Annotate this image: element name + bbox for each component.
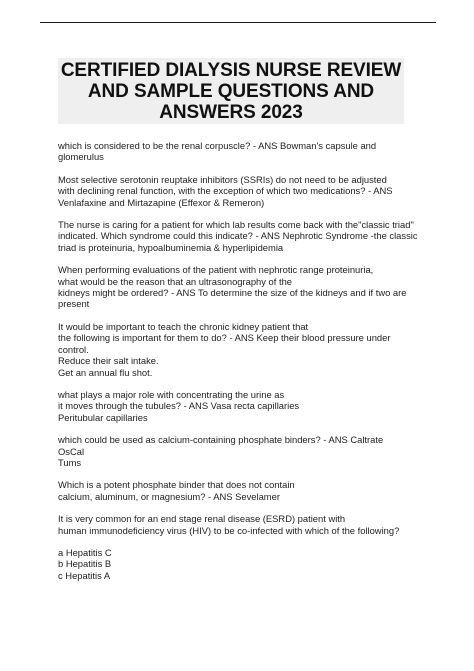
line-spacer bbox=[58, 536, 418, 547]
title-line: AND SAMPLE QUESTIONS AND bbox=[87, 81, 375, 102]
qa-line: triad is proteinuria, hypoalbuminemia & hyperlipidemia bbox=[58, 241, 284, 253]
qa-line: Which is a potent phosphate binder that does not contain bbox=[58, 479, 295, 491]
qa-line: c Hepatitis A bbox=[58, 569, 111, 581]
qa-line: control. bbox=[58, 343, 89, 355]
qa-line: OsCal bbox=[58, 445, 85, 457]
qa-item bbox=[58, 264, 418, 310]
qa-line: b Hepatitis B bbox=[58, 558, 112, 570]
qa-line: indicated. Which syndrome could this indicate? - ANS Nephrotic Syndrome -the classic bbox=[58, 230, 418, 242]
qa-line: it moves through the tubules? - ANS Vasa recta capillaries bbox=[58, 400, 300, 412]
qa-line: When performing evaluations of the patient with nephrotic range proteinuria, bbox=[58, 264, 374, 276]
qa-line: with declining renal function, with the exception of which two medications? - ANS bbox=[58, 185, 393, 197]
qa-line: The nurse is caring for a patient for which lab results come back with the"classic triad" bbox=[58, 219, 414, 231]
qa-line: human immunodeficiency virus (HIV) to be co-infected with which of the following? bbox=[58, 524, 400, 536]
qa-line: It is very common for an end stage renal disease (ESRD) patient with bbox=[58, 513, 346, 525]
qa-line: Venlafaxine and Mirtazapine (Effexor & Remeron) bbox=[58, 196, 265, 208]
qa-line: kidneys might be ordered? - ANS To determine the size of the kidneys and if two are bbox=[58, 287, 407, 299]
qa-item bbox=[58, 479, 418, 502]
qa-line: which could be used as calcium-containing phosphate binders? - ANS Caltrate bbox=[58, 434, 384, 446]
qa-line: It would be important to teach the chronic kidney patient that bbox=[58, 320, 309, 332]
qa-line: Reduce their salt intake. bbox=[58, 355, 159, 367]
qa-item bbox=[58, 513, 418, 581]
qa-line: what would be the reason that an ultrasonography of the bbox=[58, 275, 293, 287]
title-line: ANSWERS 2023 bbox=[159, 102, 303, 123]
qa-line: Peritubular capillaries bbox=[58, 411, 148, 423]
qa-list bbox=[58, 140, 418, 592]
qa-item bbox=[58, 321, 418, 378]
header-rule bbox=[40, 22, 436, 23]
qa-item bbox=[58, 174, 418, 208]
qa-line: Tums bbox=[58, 456, 82, 468]
qa-line: Most selective serotonin reuptake inhibitors (SSRIs) do not need to be adjusted bbox=[58, 173, 387, 185]
qa-line: calcium, aluminum, or magnesium? - ANS Sevelamer bbox=[58, 490, 280, 502]
qa-line: what plays a major role with concentrating the urine as bbox=[58, 388, 285, 400]
qa-item bbox=[58, 434, 418, 468]
qa-line: the following is important for them to do? - ANS Keep their blood pressure under bbox=[58, 332, 391, 344]
qa-line: glomerulus bbox=[58, 151, 104, 163]
title-line: CERTIFIED DIALYSIS NURSE REVIEW bbox=[60, 60, 402, 81]
qa-line: which is considered to be the renal corpuscle? - ANS Bowman's capsule and bbox=[58, 140, 377, 151]
qa-line: present bbox=[58, 298, 90, 310]
qa-item bbox=[58, 219, 418, 253]
qa-item bbox=[58, 389, 418, 423]
qa-line: a Hepatitis C bbox=[58, 546, 112, 558]
qa-item bbox=[58, 140, 418, 163]
qa-line: Get an annual flu shot. bbox=[58, 366, 153, 378]
document-title bbox=[58, 60, 404, 123]
